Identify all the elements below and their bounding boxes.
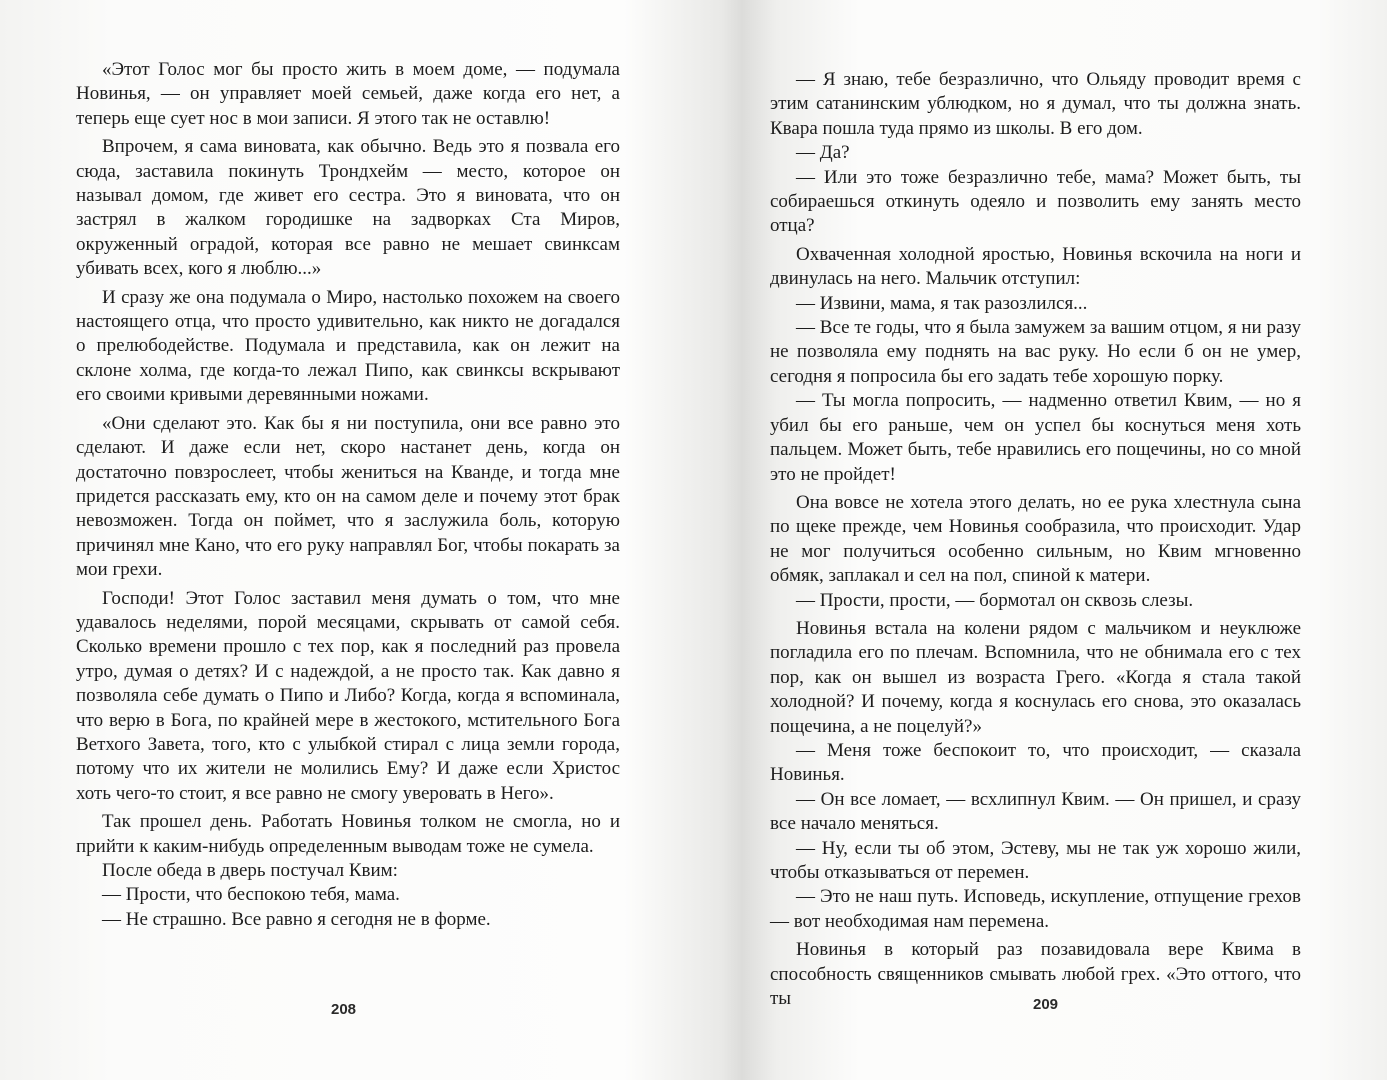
dialogue-line: — Не страшно. Все равно я сегодня не в форме. bbox=[102, 908, 491, 930]
left-page bbox=[76, 58, 620, 932]
dialogue-line: — Извини, мама, я так разозлился... bbox=[796, 292, 1088, 314]
dialogue-line: — Меня тоже беспокоит то, что происходит, — сказала Новинья. bbox=[770, 739, 1301, 786]
dialogue-line: — Прости, что беспокою тебя, мама. bbox=[102, 884, 400, 906]
paragraph: «Они сделают это. Как бы я ни поступила, они все равно это сделают. И даже если нет, скоро настанет день, когда он достаточно повзрослеет, чтобы жениться на Кванде, и тогда мне придется рассказать ему, кто он на самом деле и почему этот брак невозможен. Тогда он поймет, что я заслужила боль, которую причинял мне Кано, что его руку направлял Бог, чтобы покарать за мои грехи. bbox=[76, 412, 620, 581]
dialogue-line: — Ну, если ты об этом, Эстеву, мы не так уж хорошо жили, чтобы отказываться от перемен. bbox=[770, 837, 1301, 883]
dialogue-line: — Все те годы, что я была замужем за вашим отцом, я ни разу не позволяла ему поднять на вас руку. Но если б он не умер, сегодня я попросила бы его задать тебе хорошую порку. bbox=[770, 317, 1301, 387]
paragraph: Так прошел день. Работать Новинья толком не смогла, но и прийти к каким-нибудь определенным выводам тоже не сумела. bbox=[76, 811, 620, 857]
page-number-left: 208 bbox=[331, 1001, 357, 1018]
dialogue-line: — Или это тоже безразлично тебе, мама? Может быть, ты собираешься откинуть одеяло и позволить ему занять место отца? bbox=[770, 166, 1301, 237]
dialogue-line: — Я знаю, тебе безразлично, что Ольяду проводит время с этим сатанинским ублюдком, но я думал, что ты должна знать. Квара пошла туда прямо из школы. В его дом. bbox=[770, 69, 1301, 139]
paragraph: После обеда в дверь постучал Квим: bbox=[102, 860, 398, 881]
paragraph: Охваченная холодной яростью, Новинья вскочила на ноги и двинулась на него. Мальчик отступил: bbox=[770, 243, 1301, 290]
dialogue-line: — Да? bbox=[796, 142, 850, 164]
dialogue-line: — Это не наш путь. Исповедь, искупление, отпущение грехов — вот необходимая нам перемена. bbox=[770, 886, 1301, 932]
paragraph: Господи! Этот Голос заставил меня думать о том, что мне удавалось неделями, порой месяцами, скрывать от самой себя. Сколько времени прошло с тех пор, как я последний раз провела утро, думая о детях? И с надеждой, а не просто так. Как давно я позволяла себе думать о Пипо и Либо? Когда, когда я вспоминала, что верю в Бога, по крайней мере в жестокого, мстительного Бога Ветхого Завета, того, кто с улыбкой стирал с лица земли города, потому что их жители не молились Ему? И даже если Христос хоть чего-то стоит, я все равно не смогу уверовать в Него». bbox=[76, 587, 620, 804]
paragraph: Впрочем, я сама виновата, как обычно. Ведь это я позвала его сюда, заставила покинуть Трондхейм — место, которое он называл домом, где живет его сестра. Это я виновата, что он застрял в жалком городишке на задворках Ста Миров, окруженный оградой, которая все равно не мешает свинксам убивать всех, кого я люблю...» bbox=[76, 136, 620, 280]
page-number-right: 209 bbox=[1033, 996, 1059, 1013]
paragraph: «Этот Голос мог бы просто жить в моем доме, — подумала Новинья, — он управляет моей семьей, даже когда его нет, а теперь еще сует нос в мои записи. Я этого так не оставлю! bbox=[76, 59, 620, 129]
dialogue-line: — Ты могла попросить, — надменно ответил Квим, — но я убил бы его раньше, чем он успел бы коснуться меня хоть пальцем. Может быть, тебе нравились его пощечины, но со мной это не пройдет! bbox=[770, 390, 1301, 485]
paragraph: И сразу же она подумала о Миро, настолько похожем на своего настоящего отца, что просто удивительно, как никто не догадался о прелюбодействе. Подумала и представила, как он лежит на склоне холма, где когда-то лежал Пипо, как свинксы вскрывают его своими кривыми деревянными ножами. bbox=[76, 286, 620, 406]
paragraph: Новинья встала на колени рядом с мальчиком и неуклюже погладила его по плечам. Вспомнила, что не обнимала его с тех пор, как он вышел из возраста Грего. «Когда я стала такой холодной? И почему, когда я коснулась его снова, это оказалась пощечина, а не поцелуй?» bbox=[770, 617, 1301, 737]
paragraph: Новинья в который раз позавидовала вере Квима в способность священников смывать любой грех. «Это оттого, что ты bbox=[770, 939, 1301, 1010]
dialogue-line: — Он все ломает, — всхлипнул Квим. — Он пришел, и сразу все начало меняться. bbox=[770, 788, 1301, 835]
right-page bbox=[770, 68, 1301, 1011]
dialogue-line: — Прости, прости, — бормотал он сквозь слезы. bbox=[796, 589, 1194, 611]
paragraph: Она вовсе не хотела этого делать, но ее рука хлестнула сына по щеке прежде, чем Новинья сообразила, что происходит. Удар не мог получиться особенно сильным, но Квим мгновенно обмяк, заплакал и сел на пол, спиной к матери. bbox=[770, 491, 1301, 587]
